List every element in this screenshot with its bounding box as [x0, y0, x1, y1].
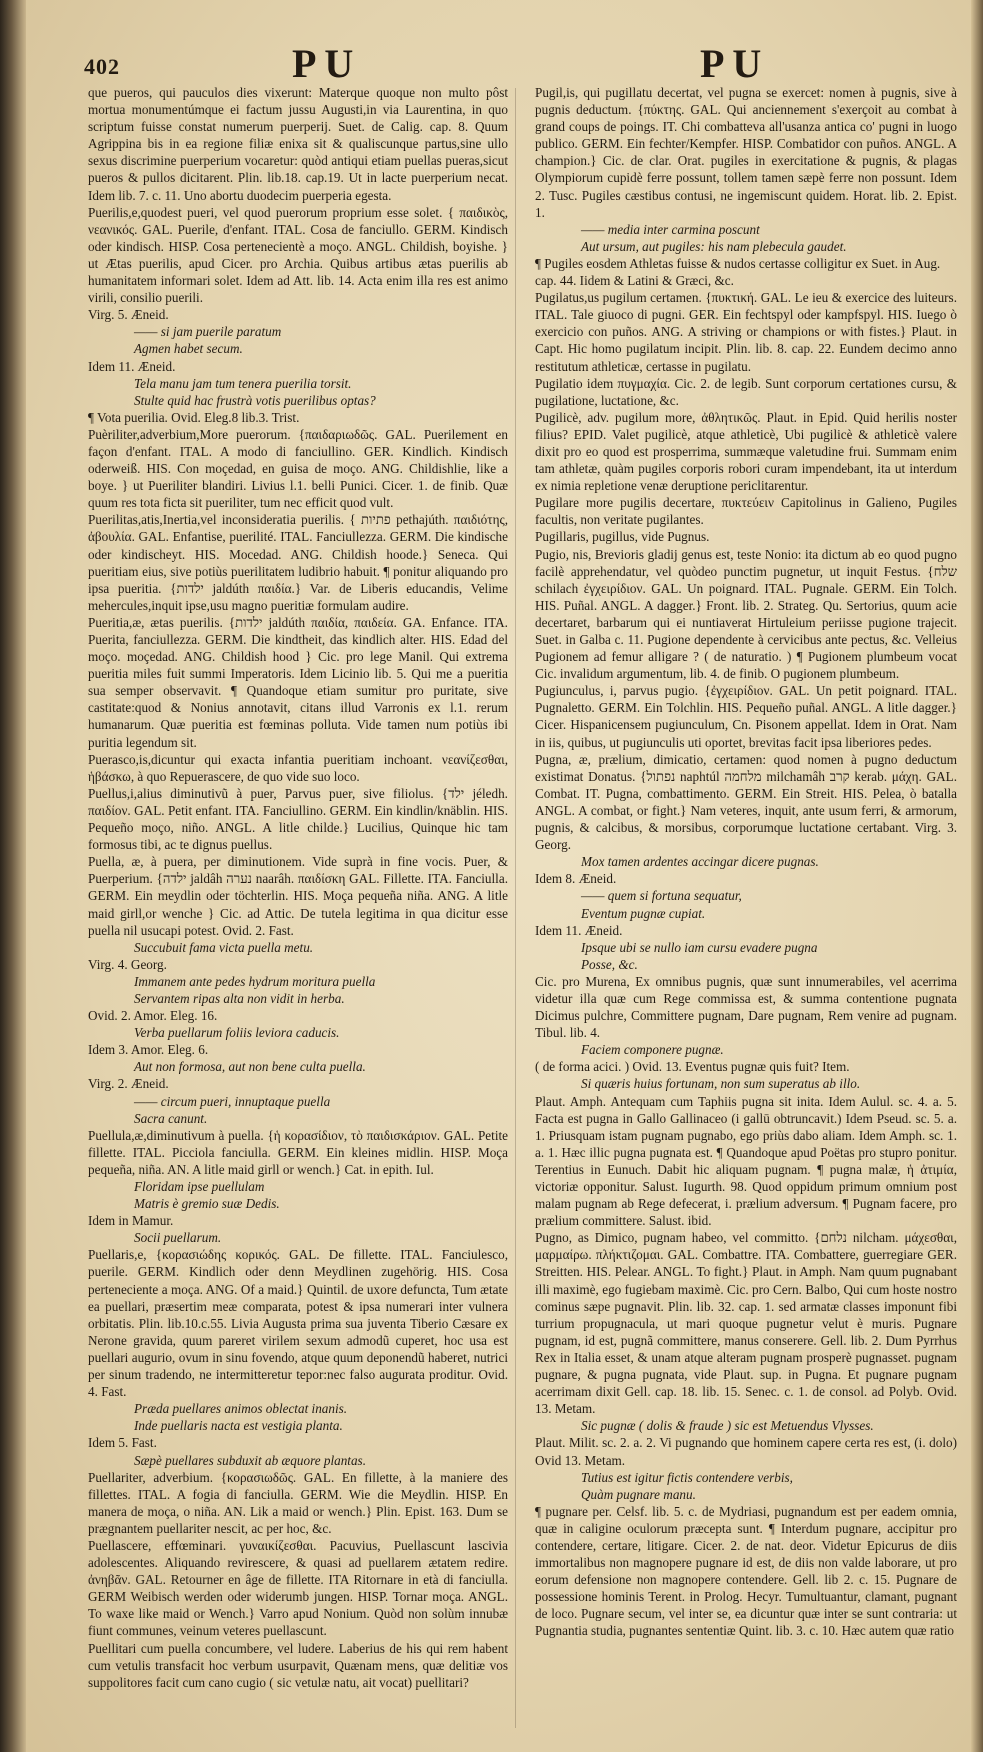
dictionary-entry: Puerilis,e,quodest pueri, vel quod puerorum proprium esse solet. { παιδικὸς, νεανικός. GAL. Puerile, d'enfant. ITAL. Cosa de fanciullo. GERM. Kindisch oder kindisch. HISP. Cosa pertenecientè a moço. ANGL. Childish, boyishe. } ut Ætas puerilis, apud Cicer. pro Archia. Quibus artibus ætas puerilis ab humanitatem informari solet. Idem ad Att. lib. 14. Acta enim illa res est animo virili, consilio puerili. [88, 204, 508, 306]
verse-quotation: Ipsque ubi se nullo iam cursu evadere pugna [581, 939, 818, 955]
dictionary-entry: Cic. pro Murena, Ex omnibus pugnis, quæ sunt innumerabiles, vel acerrima videtur illa quæ cum Rege commissa est, & summa contentione pugnata Dicimus pulchre, Committere pugnam, Dare pugnam, Rem venire ad pugnam. Tibul. lib. 4. [535, 973, 957, 1041]
citation-line: Virg. 4. Georg. [88, 956, 167, 972]
dictionary-entry: Puellula,æ,diminutivum à puella. {ἡ κορασίδιον, τὸ παιδισκάριον. GAL. Petite fillette. ITAL. Picciola fanciulla. GERM. Ein kleines midlin. HISP. Moça pequeña, niña. AN. A litle maid girll or wench.} Cat. in epith. Iul. [88, 1127, 508, 1177]
citation-line: ¶ Pugiles eosdem Athletas fuisse & nudos certasse colligitur ex Suet. in Aug. cap. 44. Iidem & Latini & Græci, &c. [535, 255, 941, 289]
citation-line: Idem 3. Amor. Eleg. 6. [88, 1042, 209, 1058]
verse-quotation: Inde puellaris nacta est vestigia planta. [134, 1418, 343, 1434]
page-number: 402 [84, 54, 120, 79]
dictionary-entry: que pueros, qui pauculos dies vixerunt: Materque quoque non multo pôst mortua monumentúmque ei factum jussu Augusti,in via Laurentina, in quo scriptum fuisse constat numerum puerperij. Suet. de Calig. cap. 8. Quum Agrippina bis in ea regione filiæ enixa sit & qualiscunque partus,sine ullo sexus discrimine puerperium vocaretur: quòd antiqui etiam puellas pueras,sicut pueros & pullos dicitarent. Plin. lib.18. cap.19. Ut in lacte puerperium necat. Idem lib. 7. c. 11. Uno abortu duodecim puerperia egesta. [88, 85, 508, 203]
verse-quotation: Faciem componere pugnæ. [581, 1042, 724, 1058]
verse-quotation: —— circum pueri, innuptaque puella [134, 1093, 331, 1109]
verse-quotation: Agmen habet secum. [134, 341, 243, 357]
verse-quotation: Præda puellares animos oblectat inanis. [134, 1401, 348, 1417]
verse-quotation: Succubuit fama victa puella metu. [134, 939, 314, 955]
verse-quotation: Aut non formosa, aut non bene culta puella. [134, 1059, 366, 1075]
citation-line: ¶ Vota puerilia. Ovid. Eleg.8 lib.3. Trist. [88, 409, 300, 425]
verse-quotation: Immanem ante pedes hydrum moritura puella [134, 973, 376, 989]
verse-quotation: Verba puellarum foliis leviora caducis. [134, 1025, 340, 1041]
citation-line: Virg. 5. Æneid. [88, 307, 169, 323]
dictionary-entry: Pugno, as Dimico, pugnam habeo, vel committo. {נלחם nilcham. μάχεσθαι, μαρμαίρω. πλήκτιζομαι. GAL. Combattre. ITA. Combattere, guerregiare GER. Streitten. HIS. Pelear. ANGL. To fight.} Plaut. in Amph. Nam quum pugnabant illi maximè, ego fugiebam maximè. Cic. pro Cern. Balbo, Qui cum hoste nostro cominus sæpe pugnavit. Plin. lib. 32. cap. 1. sed armatæ classes imponunt fibi turrium propugnacula, ut mari quoque pugnetur velut è muris. Pugnare pugnam, id est, pugnã committere, manus conserere. Gell. lib. 2. Dum Pyrrhus Rex in Italia esset, & unam atque alteram pugnam prosperè pugnasset. pugnam pugnare, & pugna pugnata, vide Plaut. sup. in Pugna. Et pugnare pugnam acerrimam dixit Gell. cap. 18. lib. 15. Senec. c. 1. de consol. ad Polyb. Ovid. 13. Metam. [535, 1230, 957, 1417]
dictionary-entry: Pugilatus,us pugilum certamen. {πυκτική. GAL. Le ieu & exercice des luiteurs. ITAL. Tale giuoco di pugni. GER. Ein fechtspyl oder kampfspyl. HIS. Iuego ò exercicio con puños. ANG. A striving or champions or with fistes.} Plaut. in Capt. Hic homo pugilatum incipit. Plin. lib. 8. cap. 22. Eundem decimo anno restitutum athleticæ, certasse in pugilatu. [535, 290, 957, 374]
verse-quotation: Sæpè puellares subduxit ab æquore plantas. [134, 1452, 366, 1468]
verse-quotation: Sacra canunt. [134, 1110, 208, 1126]
dictionary-entry: Pugilatio idem πυγμαχία. Cic. 2. de legib. Sunt corporum certationes cursu, & pugilatione, luctatione, &c. [535, 375, 957, 408]
dictionary-entry: Pugillaris, pugillus, vide Pugnus. [535, 529, 710, 545]
dictionary-entry: Puèriliter,adverbium,More puerorum. {παιδαριωδῶς. GAL. Puerilement en façon d'enfant. ITAL. A modo di fanciullino. GER. Kindlich. Kindisch oderweiß. HIS. Con moçedad, en guisa de moço. ANG. Childishlie, like a boye. } ut Pueriliter blandiri. Livius l.1. belli Punici. Cicer. 1. de finib. Quæ quum res tota ficta sit pueriliter, tum nec efficit quod vult. [88, 426, 508, 511]
dictionary-entry: Puellascere, effœminari. γυναικίζεσθαι. Pacuvius, Puellascunt lascivia adolescentes. Aliquando revirescere, & quasi ad puellarem ætatem redire. ἀνηβᾶν. GAL. Retourner en âge de fillette. ITA Ritornare in età di fanciulla. GERM Weibisch werden oder widerumb jungen. HISP. Tornar moça. ANGL. To waxe like maid or Wench.} Varro apud Nonium. Quòd non solùm innubæ fiunt communes, veinum veteres puellascunt. [88, 1537, 508, 1639]
citation-line: Idem 11. Æneid. [88, 358, 176, 374]
verse-quotation: Matris è gremio suæ Dedis. [134, 1196, 280, 1212]
verse-quotation: Si quæris huius fortunam, non sum superatus ab illo. [581, 1076, 861, 1092]
dictionary-entry: Pugio, nis, Brevioris gladij genus est, teste Nonio: ita dictum ab eo quod pugno facilè apprehendatur, vel quòdeo punctim pugnetur, ut inquit Festus. {שלח schilach ἐγχειρίδιον. GAL. Un poignard. ITAL. Pugnale. GERM. Ein Tolch. HIS. Puñal. ANGL. A dagger.} Front. lib. 2. Strateg. Qu. Sertorius, quum acie decertaret, barbarum qui ei nuntiaverat Hirtuleium periisse pugione trajecit. Suet. in Galba c. 11. Pugione dependente à cervicibus ante pectus, &c. Velleius Pugionem ad femur alligare ? ( de naturatio. ) ¶ Pugionem plumbeum vocat Cic. invalidum argumentum, lib. 4. de finib. O pugionem plumbeum. [535, 546, 957, 682]
citation-line: Idem 11. Æneid. [535, 922, 623, 938]
dictionary-entry: Pugiunculus, i, parvus pugio. {ἐγχειρίδιον. GAL. Un petit poignard. ITAL. Pugnaletto. GERM. Ein Tolchlin. HIS. Pequeño puñal. ANGL. A litle dagger.} Cicer. Hispanicensem pugiunculum, Cn. Pisonem appellat. Idem in Orat. Nam in iis, quibus, ut pugiunculis uti oportet, brevitas facit ipsa liberiores pedes. [535, 683, 957, 750]
verse-quotation: Quàm pugnare manu. [581, 1486, 696, 1502]
verse-quotation: —— si jam puerile paratum [134, 324, 282, 340]
dictionary-entry: Puellitari cum puella concumbere, vel ludere. Laberius de his qui rem habent cum vetulis transfacit hoc verbum usurpavit, Quænam mens, quæ delitiæ vos suppolitores facit cum cano cugio ( sic vetulæ natu, ait vocat) puellitari? [88, 1640, 508, 1690]
citation-line: Idem in Mamur. [88, 1213, 174, 1229]
citation-line: Idem 5. Fast. [88, 1435, 157, 1451]
dictionary-entry: Pueritia,æ, ætas puerilis. {ילדות jaldúth παιδία, παιδεία. GA. Enfance. ITA. Puerita, fanciullezza. GERM. Die kindtheit, das kindlich alter. HIS. Edad del moço. moçedad. ANG. Childish hood } Cic. pro lege Manil. Qui extrema pueritia miles fuit summi Imperatoris. Idem Licinio lib. 5. Qui me a pueritia sua semper observavit. ¶ Quandoque etiam sumitur pro puritate, sive castitate:quod & Nonius annotavit, citans illud Varronis ex l.1. rerum humanarum. Quæ pueritia est fœminas polluta. Vide tamen num potiùs ibi puritia legendum sit. [88, 614, 508, 750]
verse-quotation: Stulte quid hac frustrà votis puerilibus optas? [134, 392, 376, 408]
citation-line: Ovid. 2. Amor. Eleg. 16. [88, 1008, 218, 1024]
dictionary-entry: Pugil,is, qui pugillatu decertat, vel pugna se exercet: nomen à pugnis, sive à pugnis deductum. {πύκτης. GAL. Qui anciennement s'exerçoit au combat à grand coups de poings. IT. Chi combatteva all'usanza antica co' pugni in luogo publico. GERM. Ein fechter/Kempfer. HISP. Combatidor con puños. ANGL. A champion.} Cic. de clar. Orat. pugiles in exercitatione & pugnis, & plagas Olympiorum cupidè ferre possunt, tollem tamen sæpè ferre non possunt. Idem 2. Tusc. Pugiles cæstibus contusi, ne ingemiscunt quidem. Horat. lib. 2. Epist. 1. [535, 85, 957, 220]
dictionary-entry: Plaut. Milit. sc. 2. a. 2. Vi pugnando que hominem capere certa res est, (i. dolo) Ovid 13. Metam. [535, 1435, 957, 1468]
verse-quotation: Mox tamen ardentes accingar dicere pugnas. [581, 854, 819, 870]
dictionary-entry: Puellus,i,alius diminutivũ à puer, Parvus puer, sive filiolus. {ילד jéledh. παιδίον. GAL. Petit enfant. ITA. Fanciullino. GERM. Ein kindlin/knäblin. HIS. Pequeño moço, niño. ANGL. A litle childe.} Lucilius, Quinque hic tam formosus tibi, ac te dignus puellus. [88, 785, 508, 853]
verse-quotation: Tutius est igitur fictis contendere verbis, [581, 1469, 793, 1485]
running-head-left: PU [292, 41, 362, 86]
verse-quotation: Tela manu jam tum tenera puerilia torsit. [134, 375, 352, 391]
verse-quotation: Aut ursum, aut pugiles: his nam plebecula gaudet. [581, 238, 847, 254]
left-column [88, 84, 508, 1734]
page-edge [971, 0, 983, 1752]
dictionary-entry: Puellariter, adverbium. {κορασιωδῶς. GAL. En fillette, à la maniere des fillettes. ITAL. A fogia di fanciulla. GERM. Wie die Meydlin. HISP. En manera de moça, o niña. AN. Lik a maid or wench.} Plin. Epist. 163. Dum se prægnantem puellariter nescit, ac per hoc, &c. [88, 1469, 508, 1536]
verse-quotation: Eventum pugnæ cupiat. [581, 905, 706, 921]
dictionary-entry: Pugilicè, adv. pugilum more, ἀθλητικῶς. Plaut. in Epid. Quid herilis noster filius? EPID. Valet pugilicè, atque athleticè, Ubi pugilicè & athleticè valere dixit pro eo quod est prosperrima, summæque valetudine frui. Summam enim tam athletæ, quàm pugiles corporis robori curam impendebant, ita ut interdum ex nimia repletione venæ deruptione periclitarentur. [535, 409, 957, 494]
dictionary-entry: Puellaris,e, {κορασιώδης κορικός. GAL. De fillette. ITAL. Fanciulesco, puerile. GERM. Kindlich oder denn Meydlinen zugehörig. HIS. Cosa perteneciente a moça. ANG. Of a maid.} Quintil. de uxore defuncta, Tum ætate ea puellari, præsertim meæ comparata, potest & ipsa numerari inter vulnera orbitatis. Plin. lib.10.c.55. Livia Augusta prima sua juventa Tiberio Cæsare ex Nerone gravida, quum pareret virilem sexum admodũ cuperet, hoc usa est puellari augurio, ovum in sinu fovendo, atque quum deponendũ haberet, nutrici per sinum tradendo, ne intermitteretur tepor:nec falso augurata proditur. Ovid. 4. Fast. [88, 1247, 508, 1400]
dictionary-entry: ¶ pugnare per. Celsf. lib. 5. c. de Mydriasi, pugnandum est per eadem omnia, quæ in caligine oculorum præcepta sunt. ¶ Interdum pugnare, accipitur pro contendere, certare, litigare. Cicer. 2. de nat. deor. Videtur Epicurus de diis immortalibus non magnopere pugnare id est, de diis non valde laborare, ut pro eorum defensione non magnopere contendere. Gell. lib 2. c. 15. Pugnare de possessione hominis Terent. in Prolog. Hecyr. Tumultuantur, clamant, pugnant de loco. Pugnare secum, vel inter se, ea dicuntur quæ inter se sunt contraria: ut Pugnantia studia, pugnantes sententiæ Quint. lib. 3. c. 10. Hæc autem quæ ratio [535, 1503, 957, 1639]
verse-quotation: Floridam ipse puellulam [134, 1179, 265, 1194]
verse-quotation: —— quem si fortuna sequatur, [581, 888, 742, 904]
citation-line: Virg. 2. Æneid. [88, 1076, 169, 1092]
verse-quotation: Servantem ripas alta non vidit in herba. [134, 990, 345, 1006]
dictionary-entry: Puerasco,is,dicuntur qui exacta infantia pueritiam inchoant. νεανίζεσθαι, ἡβάσκω, à quo Repuerascere, de quo vide suo loco. [88, 751, 508, 784]
citation-line: Idem 8. Æneid. [535, 871, 617, 887]
citation-line: ( de forma acici. ) Ovid. 13. Eventus pugnæ quis fuit? Item. [535, 1059, 850, 1075]
dictionary-entry: Plaut. Amph. Antequam cum Taphiis pugna sit inita. Idem Aulul. sc. 4. a. 5. Facta est pugna in Gallo Gallinaceo (i gallū obtruncavit.) Idem Pseud. sc. 5. a. 1. Priusquam istam pugnam pugnabo, ego priùs dabo aliam. Idem Amph. sc. 1. a. 1. Hæc illic pugna pugnata est. ¶ Quandoque apud Poëtas pro stupro ponitur. Terentius in Eunuch. Dabit hic aliquam pugnam. ¶ pugna malæ, ἡ ἀτιμία, victoriæ opponitur. Salust. Iugurth. 98. Quod oppidum primum omnium post malam pugnam ab Rege defecerat, i. prælium adversum. ¶ Pugnam facere, pro prælium committere. Salust. ibid. [535, 1093, 957, 1229]
verse-quotation: Socii puellarum. [134, 1230, 222, 1246]
verse-quotation: Sic pugnæ ( dolis & fraude ) sic est Metuendus Vlysses. [581, 1418, 874, 1434]
running-head-right: PU [700, 41, 770, 86]
dictionary-entry: Puella, æ, à puera, per diminutionem. Vide suprà in fine vocis. Puer, & Puerperium. {ילדה jaldâh נערה naarâh. παιδίσκη GAL. Fillette. ITA. Fanciulla. GERM. Ein meydlin oder töchterlin. HIS. Moça pequeña niña. ANG. A litle maid girll,or wenche } Cic. ad Attic. De tutela legitima in qua dicitur esse puella nil usucapi potest. Ovid. 2. Fast. [88, 854, 508, 938]
dictionary-entry: Pugilare more pugilis decertare, πυκτεύειν Capitolinus in Galieno, Pugiles facultis, non veritate pugilantes. [535, 495, 957, 528]
book-spine-shadow [0, 0, 26, 1752]
dictionary-entry: Pugna, æ, prælium, dimicatio, certamen: quod nomen à pugno deductum existimat Donatus. {נפתול naphtúl מלחמה milchamâh קרב kerab. μάχη. GAL. Combat. IT. Pugna, combattimento. GERM. Ein Streit. HIS. Pelea, ò batalla ANGL. A combat, or fight.} Nam veteres, inquit, ante usum ferri, & armorum, pugnis, & calcibus, & morsibus, corporumque luctatione certabant. Virg. 3. Georg. [535, 751, 957, 853]
verse-quotation: Posse, &c. [581, 956, 638, 972]
dictionary-entry: Puerilitas,atis,Inertia,vel inconsideratia puerilis. { פתיות pethajúth. παιδιότης, ἀβουλία. GAL. Enfantise, puerilité. ITAL. Fanciullezza. GERM. Die kindische oder kindischeyt. HIS. Mocedad. ANG. Childish hoode.} Seneca. Qui pueritiam eius, sive potiùs puerilitatem ludibrio habuit. ¶ ponitur aliquando pro ipsa pueritia. {ילדות jaldúth παιδία.} Var. de Liberis educandis, Velime mehercules,inquit ipse,usu magno pueritiæ formulam audire. [88, 512, 508, 613]
verse-quotation: —— media inter carmina poscunt [581, 221, 760, 237]
right-column [535, 84, 957, 1734]
column-divider [515, 88, 516, 1728]
